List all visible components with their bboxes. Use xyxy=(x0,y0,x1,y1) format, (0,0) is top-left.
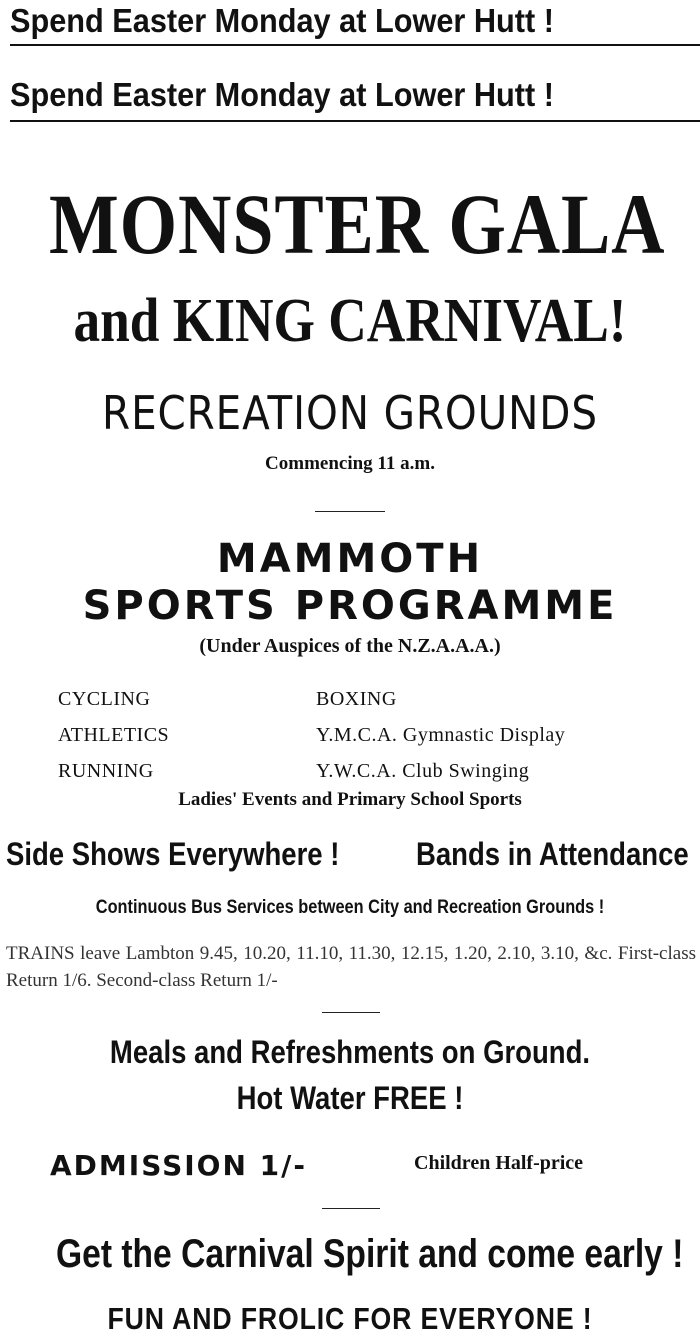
fun-frolic-text: FUN AND FROLIC FOR EVERYONE ! xyxy=(107,1301,593,1336)
event-item: RUNNING xyxy=(58,760,154,782)
admission-price: ADMISSION 1/- xyxy=(50,1149,307,1182)
carnival-subtitle: and KING CARNIVAL! xyxy=(73,287,627,355)
children-price: Children Half-price xyxy=(414,1152,584,1174)
gala-title: MONSTER GALA xyxy=(49,176,666,272)
programme-heading-1: MAMMOTH xyxy=(216,536,484,582)
hot-water-text: Hot Water FREE ! xyxy=(236,1080,464,1116)
programme-heading-2: SPORTS PROGRAMME xyxy=(82,583,618,629)
event-item: ATHLETICS xyxy=(58,724,170,746)
carnival-spirit-text: Get the Carnival Spirit and come early ! xyxy=(56,1232,684,1276)
header-rule-2 xyxy=(10,120,700,122)
side-shows-text: Side Shows Everywhere ! xyxy=(6,836,340,872)
header-rule-1 xyxy=(10,44,700,46)
train-times: TRAINS leave Lambton 9.45, 10.20, 11.10, 11.30, 12.15, 1.20, 2.10, 3.10, &c. First-class Return 1/6. Second-class Return 1/- xyxy=(6,943,696,991)
divider-2 xyxy=(322,1012,380,1013)
divider-3 xyxy=(322,1208,380,1209)
event-item: Y.M.C.A. Gymnastic Display xyxy=(316,724,566,746)
bands-text: Bands in Attendance xyxy=(416,836,689,872)
bus-services: Continuous Bus Services between City and Recreation Grounds ! xyxy=(95,897,605,918)
venue-name: RECREATION GROUNDS xyxy=(102,386,598,440)
event-item: CYCLING xyxy=(58,688,151,710)
start-time: Commencing 11 a.m. xyxy=(265,453,435,474)
event-list-right xyxy=(316,681,565,789)
event-item: BOXING xyxy=(316,688,397,710)
divider-1 xyxy=(315,511,385,512)
event-item: Y.W.C.A. Club Swinging xyxy=(316,760,530,782)
meals-text: Meals and Refreshments on Ground. xyxy=(109,1034,591,1070)
header-line-2: Spend Easter Monday at Lower Hutt ! xyxy=(10,76,554,113)
auspices-note: (Under Auspices of the N.Z.A.A.A.) xyxy=(199,635,501,657)
header-line-1: Spend Easter Monday at Lower Hutt ! xyxy=(10,2,554,39)
extra-events: Ladies' Events and Primary School Sports xyxy=(178,789,522,810)
event-list-left xyxy=(58,681,169,789)
